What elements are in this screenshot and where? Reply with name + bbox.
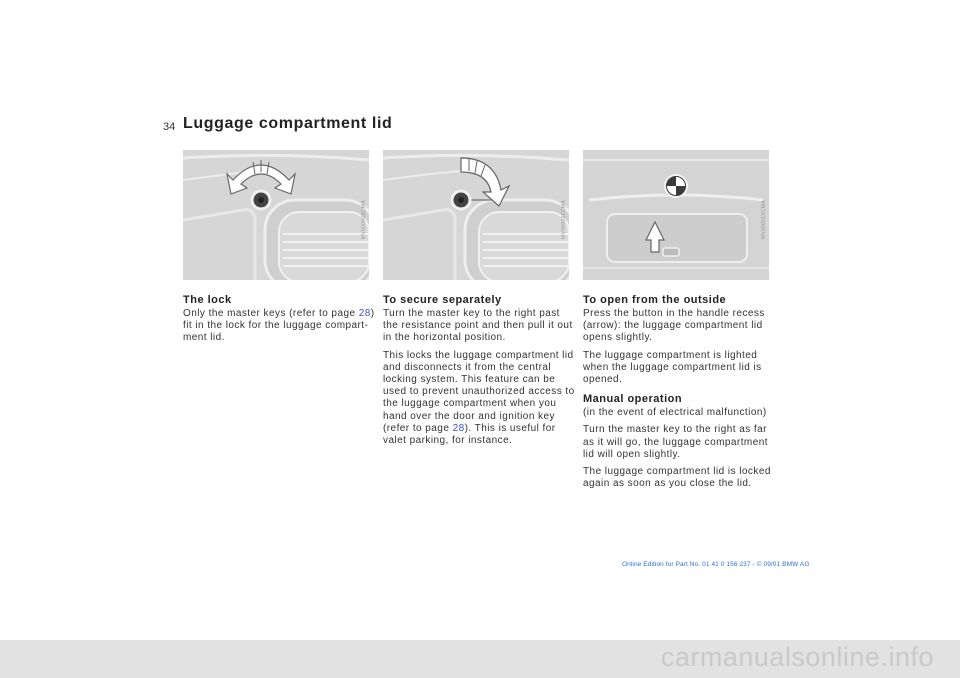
figure-code: MV00000BCMA <box>361 200 367 240</box>
watermark-text: carmanualsonline.info <box>660 642 934 672</box>
section-secure-separately <box>383 294 578 452</box>
paragraph: Turn the master key to the right past the resistance point and then pull it out in the horizontal position. <box>383 308 573 344</box>
page-link[interactable]: 28 <box>452 422 465 434</box>
section-heading: To secure separately <box>383 294 502 306</box>
page-title: Luggage compartment lid <box>183 115 393 132</box>
figure-secure-separately <box>383 150 569 280</box>
section-heading: To open from the outside <box>583 294 727 306</box>
text: This locks the luggage compartment lid and disconnects it from the central locking system. This feature can be used to prevent unauthorized access to the luggage compartment when you hand over the door and ignition key (refer to page <box>383 349 575 434</box>
figure-code: MV00001XCMA <box>761 200 767 240</box>
paragraph: The luggage compartment is lighted when the luggage compartment lid is opened. <box>583 349 762 386</box>
trunk-illustration <box>583 150 769 280</box>
paragraph: (in the event of electrical malfunction) <box>583 407 767 419</box>
section-open-outside <box>583 294 778 495</box>
secure-illustration <box>383 150 569 280</box>
footer-edition-note: Online Edition for Part No. 01 41 0 156 237 - © 09/01 BMW AG <box>622 561 810 568</box>
watermark-bar <box>0 640 960 678</box>
lock-illustration <box>183 150 369 280</box>
text: Only the master keys (refer to page <box>183 308 359 319</box>
page-number: 34 <box>163 121 176 133</box>
paragraph: The luggage compartment lid is locked again as soon as you close the lid. <box>583 466 771 490</box>
page-link[interactable]: 28 <box>358 308 371 319</box>
figure-open-outside <box>583 150 769 280</box>
text: ) fit in the lock for the luggage compart-ment lid. <box>183 308 375 344</box>
paragraph <box>183 308 378 345</box>
text: ). This is useful for valet parking, for instance. <box>383 422 556 447</box>
paragraph <box>383 350 578 448</box>
figure-code: MV00001FCMA <box>561 200 567 239</box>
section-heading-manual-operation: Manual operation <box>583 393 683 406</box>
figure-lock <box>183 150 369 280</box>
paragraph: Press the button in the handle recess (arrow): the luggage compartment lid opens slightly. <box>583 308 765 344</box>
paragraph: Turn the master key to the right as far as it will go, the luggage compartment lid will open slightly. <box>583 424 768 460</box>
section-heading: The lock <box>183 294 232 306</box>
section-the-lock <box>183 294 378 350</box>
